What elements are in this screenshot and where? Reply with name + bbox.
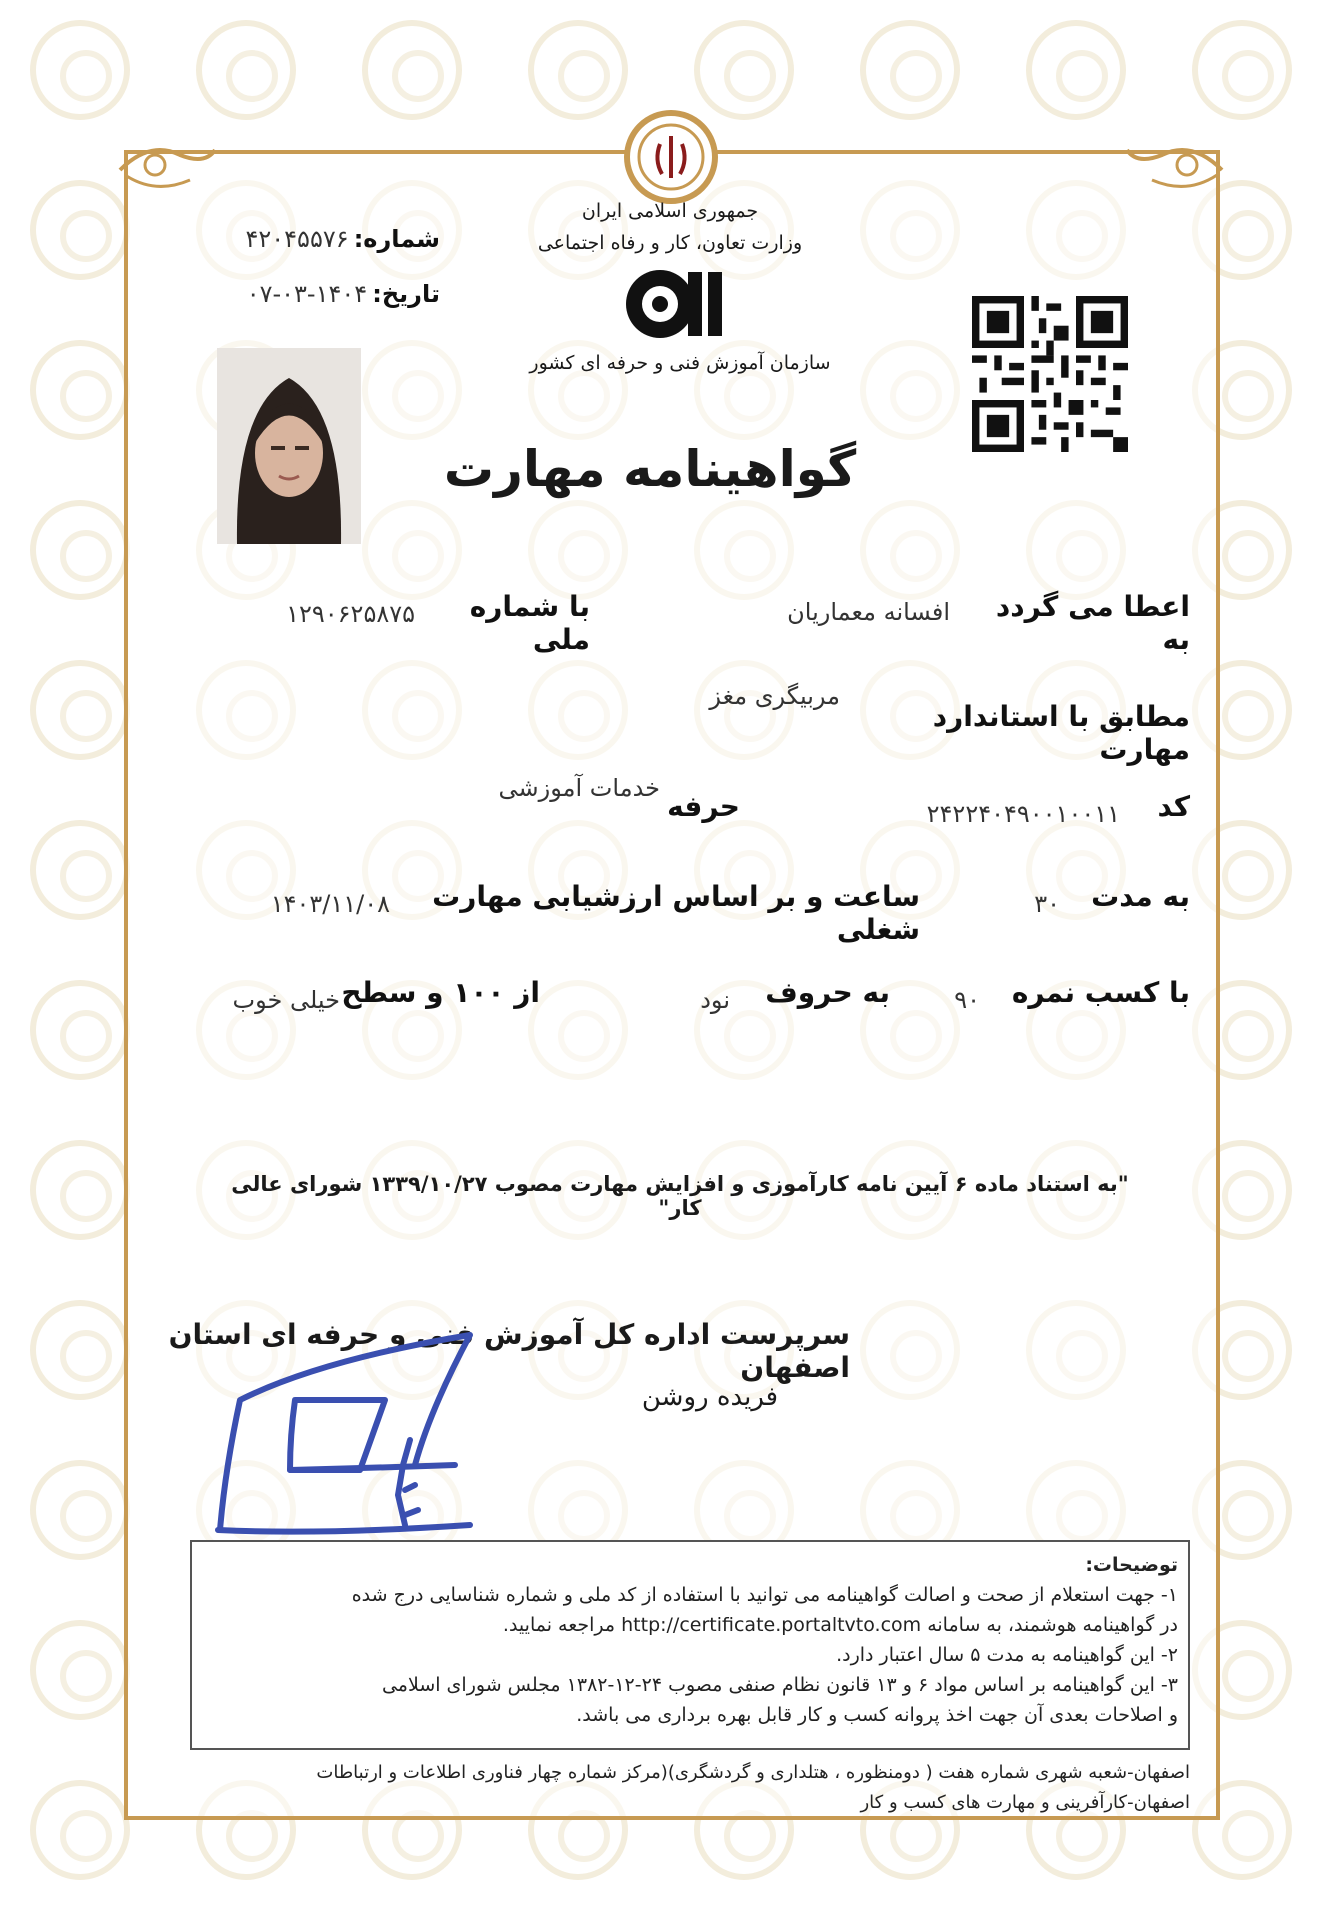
number-value: ۴۲۰۴۵۵۷۶: [245, 225, 349, 253]
assessment-date: ۱۴۰۳/۱۱/۰۸: [270, 890, 390, 918]
watermark-logo-icon: [30, 1780, 130, 1880]
issued-to-label: اعطا می گردد به: [995, 590, 1190, 656]
watermark-logo-icon: [30, 820, 130, 920]
footer-line: اصفهان-کارآفرینی و مهارت های کسب و کار: [860, 1792, 1190, 1813]
national-id-value: ۱۲۹۰۶۲۵۸۷۵: [286, 600, 415, 628]
watermark-logo-icon: [30, 1460, 130, 1560]
note-line: در گواهینامه هوشمند، به سامانه http://certificate.portaltvto.com مراجعه نمایید.: [502, 1614, 1178, 1636]
legal-note: "به استناد ماده ۶ آیین نامه کارآموزی و افزایش مهارت مصوب ۱۳۳۹/۱۰/۲۷ شورای عالی کار": [231, 1172, 1129, 1220]
emblem-icon: [622, 108, 720, 206]
ministry-name: وزارت تعاون، کار و رفاه اجتماعی: [537, 232, 803, 254]
ornament-corner-icon: [110, 135, 220, 205]
watermark-logo-icon: [30, 1620, 130, 1720]
certificate-title: گواهینامه مهارت: [443, 440, 857, 498]
watermark-logo-icon: [362, 20, 462, 120]
certificate-date: [190, 280, 440, 308]
date-label: تاریخ:: [372, 280, 440, 308]
out-of-label: از ۱۰۰ و سطح: [341, 976, 540, 1009]
certificate-number: [200, 225, 440, 253]
score-label: با کسب نمره: [1011, 976, 1190, 1009]
watermark-logo-icon: [30, 340, 130, 440]
duration-label: به مدت: [1091, 880, 1190, 913]
watermark-logo-icon: [30, 500, 130, 600]
watermark-logo-icon: [196, 20, 296, 120]
organization-name: سازمان آموزش فنی و حرفه ای کشور: [529, 352, 831, 374]
standard-value: مربیگری مغز: [709, 682, 840, 710]
duration-value: ۳۰: [1034, 890, 1060, 918]
note-line: و اصلاحات بعدی آن جهت اخذ پروانه کسب و کار قابل بهره برداری می باشد.: [576, 1704, 1178, 1726]
note-line: ۲- این گواهینامه به مدت ۵ سال اعتبار دارد.: [836, 1644, 1178, 1666]
watermark-logo-icon: [528, 20, 628, 120]
watermark-logo-icon: [694, 20, 794, 120]
issuing-center-address: [190, 1758, 1190, 1818]
note-line: ۳- این گواهینامه بر اساس مواد ۶ و ۱۳ قانون نظام صنفی مصوب ۲۴-۱۲-۱۳۸۲ مجلس شورای اسلامی: [381, 1674, 1178, 1696]
holder-photo: [217, 348, 361, 544]
notes-box: [190, 1540, 1190, 1750]
signatory-title: سرپرست اداره کل آموزش فنی و حرفه ای استان اصفهان: [168, 1318, 850, 1384]
footer-line: اصفهان-شعبه شهری شماره هفت ( دومنظوره ، هتلداری و گردشگری)(مرکز شماره چهار فناوری اطلاعات و ارتباطات: [316, 1762, 1190, 1783]
country-name: جمهوری اسلامی ایران: [581, 200, 759, 222]
code-label: کد: [1157, 790, 1190, 823]
watermark-logo-icon: [860, 20, 960, 120]
national-id-label: با شماره ملی: [469, 590, 590, 656]
note-line: ۱- جهت استعلام از صحت و اصالت گواهینامه می توانید با استفاده از کد ملی و شماره شناسایی درج شده: [351, 1584, 1178, 1606]
level-value: خیلی خوب: [232, 986, 340, 1014]
score-value: ۹۰: [954, 986, 980, 1014]
watermark-logo-icon: [30, 980, 130, 1080]
code-value: ۲۴۲۲۴۰۴۹۰۰۱۰۰۱۱: [926, 800, 1120, 828]
watermark-logo-icon: [30, 660, 130, 760]
trade-value: خدمات آموزشی: [498, 774, 660, 802]
date-value: ۱۴۰۴-۰۳-۰۷: [246, 280, 368, 308]
qr-code-icon: [972, 296, 1128, 452]
watermark-logo-icon: [1026, 20, 1126, 120]
tvto-logo-icon: [620, 262, 724, 344]
number-label: شماره:: [353, 225, 440, 253]
watermark-logo-icon: [30, 1140, 130, 1240]
standard-label: مطابق با استاندارد مهارت: [932, 700, 1190, 766]
watermark-logo-icon: [1192, 20, 1292, 120]
issued-to-value: افسانه معماریان: [787, 598, 950, 626]
trade-label: حرفه: [667, 790, 740, 823]
signature-mark: [200, 1320, 500, 1550]
watermark-logo-icon: [30, 20, 130, 120]
in-words-value: نود: [700, 986, 730, 1014]
notes-heading: توضیحات:: [1085, 1554, 1178, 1576]
signatory-name: فریده روشن: [641, 1382, 779, 1412]
in-words-label: به حروف: [765, 976, 890, 1009]
hours-label: ساعت و بر اساس ارزشیابی مهارت شغلی: [432, 880, 920, 946]
ornament-corner-icon: [1122, 135, 1232, 205]
